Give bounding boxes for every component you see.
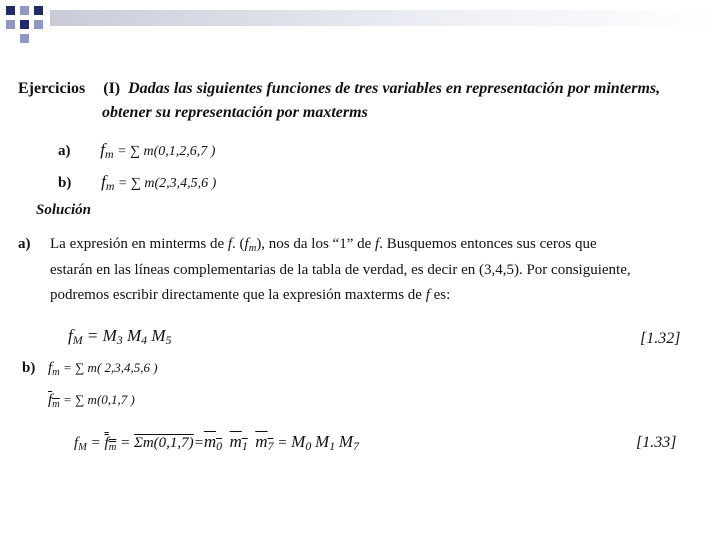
solution-heading: Solución: [36, 202, 92, 218]
slide-header-decoration: [0, 0, 720, 48]
solution-a-line3: podremos escribir directamente que la expresión maxterms de f es:: [50, 287, 451, 303]
deco-square-dark: [34, 6, 43, 15]
exercise-item-b: [58, 172, 216, 194]
deco-square-light: [34, 20, 43, 29]
solution-a-line1: La expresión en minterms de f. $(f_m)$, nos da los “1” de f. Busquemos entonces sus ceros que: [50, 236, 597, 254]
exercise-number: (I): [103, 80, 121, 97]
solution-a-line2: estarán en las líneas complementarias de la tabla de verdad, es decir en (3,4,5). Por consiguiente,: [50, 262, 631, 278]
deco-square-dark: [20, 20, 29, 29]
statement-line1: Dadas las siguientes funciones de tres variables en representación por minterms,: [128, 80, 661, 97]
minterm-expression: = ∑ m(0,1,2,6,7 ): [113, 144, 216, 159]
maxterm-equation-a: $f_M = M_3$ $M_4$ $M_5$: [68, 326, 172, 347]
maxterm-equation-b: $f_M = f_m = \Sigma m(0,1,7)=m_0$ $m_1$ $m_7 = M_0$ $M_1$ $M_7$: [74, 432, 360, 453]
solution-b-eq2: $f_m$ = ∑ m(0,1,7 ): [48, 392, 135, 410]
item-label: b): [58, 175, 72, 191]
deco-square-light: [20, 6, 29, 15]
solution-a-label: a): [18, 236, 31, 252]
exercise-item-a: [58, 140, 215, 162]
statement-line2: obtener su representación por maxterms: [102, 104, 368, 121]
solution-b-label: b): [22, 360, 36, 376]
exercises-heading: Ejercicios: [18, 80, 86, 97]
minterm-expression: = ∑ m(2,3,4,5,6 ): [114, 176, 217, 191]
header-band: [50, 10, 720, 26]
item-label: a): [58, 143, 71, 159]
function-name: $f_m$: [101, 172, 115, 193]
equation-reference-132: [1.32]: [640, 330, 681, 347]
deco-square-light: [6, 20, 15, 29]
equation-reference-133: [1.33]: [636, 434, 677, 451]
function-name: $f_m$: [100, 140, 114, 161]
deco-square-dark: [6, 6, 15, 15]
exercises-statement: [18, 80, 660, 98]
deco-square-light: [20, 34, 29, 43]
solution-b-eq1: $f_m$ = ∑ m( 2,3,4,5,6 ): [48, 360, 158, 378]
